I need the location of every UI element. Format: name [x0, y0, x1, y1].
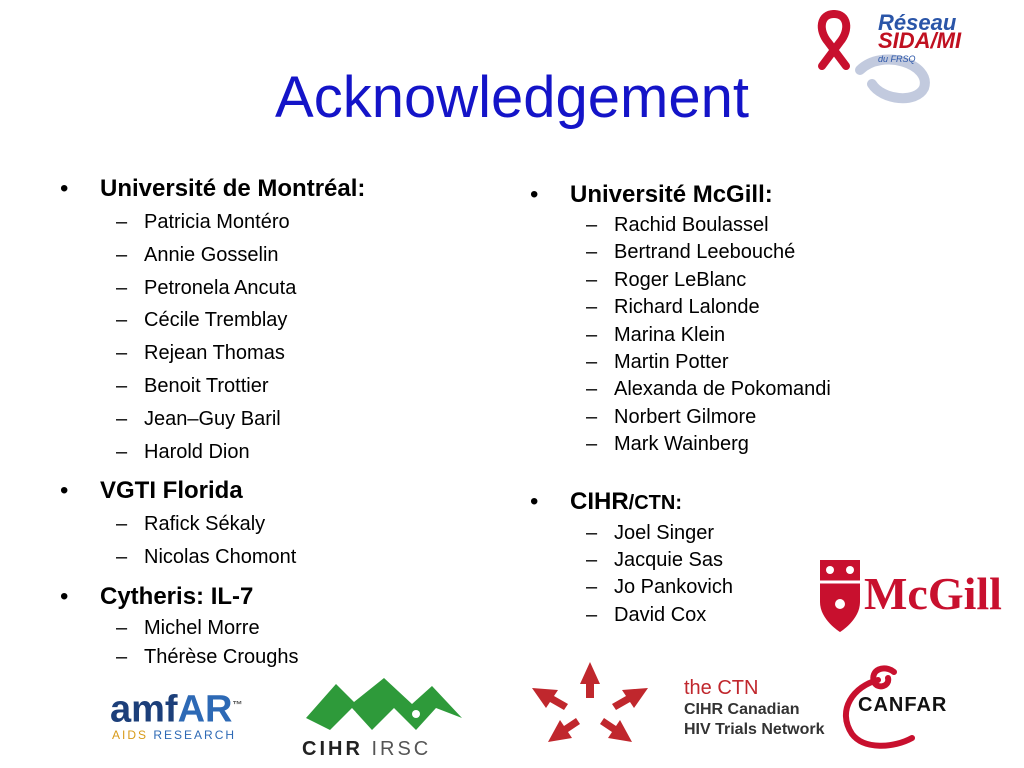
ctn-line2: CIHR Canadian	[684, 701, 800, 718]
list-item: – Petronela Ancuta	[58, 272, 498, 305]
list-item: – Jacquie Sas	[528, 547, 888, 574]
ctn-arrows-icon	[530, 662, 650, 744]
group-heading-mcgill: • Université McGill:	[528, 178, 888, 212]
list-item: – David Cox	[528, 602, 888, 629]
cihr-wordmark	[302, 738, 431, 761]
list-item: – Rejean Thomas	[58, 337, 498, 370]
canfar-logo	[834, 662, 1000, 750]
amfar-sub-aids: AIDS	[112, 728, 154, 742]
list-item: – Annie Gosselin	[58, 239, 498, 272]
ctn-star-logo	[530, 662, 650, 744]
list-item: – Benoit Trottier	[58, 370, 498, 403]
list-item: – Nicolas Chomont	[58, 541, 498, 574]
slide-title: Acknowledgement	[275, 65, 749, 130]
names-list-cytheris	[58, 614, 498, 672]
list-item: – Joel Singer	[528, 520, 888, 547]
list-item: – Roger LeBlanc	[528, 267, 888, 294]
reseau-line1: Réseau	[878, 10, 957, 35]
list-item: – Harold Dion	[58, 436, 498, 469]
list-item: – Michel Morre	[58, 614, 498, 643]
list-item: – Rafick Sékaly	[58, 508, 498, 541]
irsc-text: IRSC	[371, 738, 432, 760]
reseau-line3: du FRSQ	[878, 54, 916, 64]
group-heading-cytheris: • Cytheris: IL-7	[58, 580, 498, 614]
list-item: – Patricia Montéro	[58, 206, 498, 239]
left-column	[58, 172, 498, 672]
mcgill-wordmark: McGill	[864, 568, 1002, 619]
list-item: – Norbert Gilmore	[528, 404, 888, 431]
amfar-wordmark	[110, 684, 242, 732]
amfar-ar: AR	[177, 688, 233, 731]
canfar-wordmark: CANFAR	[858, 694, 948, 716]
cihr-heading-main: CIHR	[570, 487, 629, 515]
cihr-heading-small: /CTN:	[628, 491, 682, 514]
amfar-am: amf	[110, 688, 178, 731]
list-item: – Mark Wainberg	[528, 431, 888, 458]
amfar-subtitle	[112, 728, 236, 742]
reseau-sida-logo	[812, 8, 1012, 104]
cihr-text: CIHR	[302, 738, 363, 760]
list-item: – Jo Pankovich	[528, 574, 888, 601]
list-item: – Richard Lalonde	[528, 294, 888, 321]
list-item: – Thérèse Croughs	[58, 643, 498, 672]
names-list-vgti	[58, 508, 498, 574]
ctn-line3: HIV Trials Network	[684, 721, 825, 738]
list-item: – Bertrand Leebouché	[528, 239, 888, 266]
names-list-mcgill	[528, 212, 888, 459]
mcgill-logo	[818, 556, 1002, 636]
amfar-logo	[110, 684, 270, 748]
list-item: – Cécile Tremblay	[58, 304, 498, 337]
list-item: – Rachid Boulassel	[528, 212, 888, 239]
mcgill-shield-icon	[818, 558, 862, 634]
ctn-line1: the CTN	[684, 677, 759, 699]
group-heading-vgti: • VGTI Florida	[58, 474, 498, 508]
amfar-tm: ™	[232, 700, 243, 711]
group-heading-montreal: • Université de Montréal:	[58, 172, 498, 206]
cihr-people-icon	[296, 678, 472, 740]
list-item: – Marina Klein	[528, 322, 888, 349]
group-heading-cihr	[528, 485, 888, 520]
names-list-montreal	[58, 206, 498, 468]
reseau-line2: SIDA/MI	[878, 28, 962, 53]
list-item: – Martin Potter	[528, 349, 888, 376]
cihr-irsc-logo	[296, 678, 472, 766]
ctn-text-logo	[684, 676, 840, 756]
amfar-sub-research: RESEARCH	[153, 728, 237, 742]
list-item: – Jean–Guy Baril	[58, 403, 498, 436]
list-item: – Alexanda de Pokomandi	[528, 376, 888, 403]
